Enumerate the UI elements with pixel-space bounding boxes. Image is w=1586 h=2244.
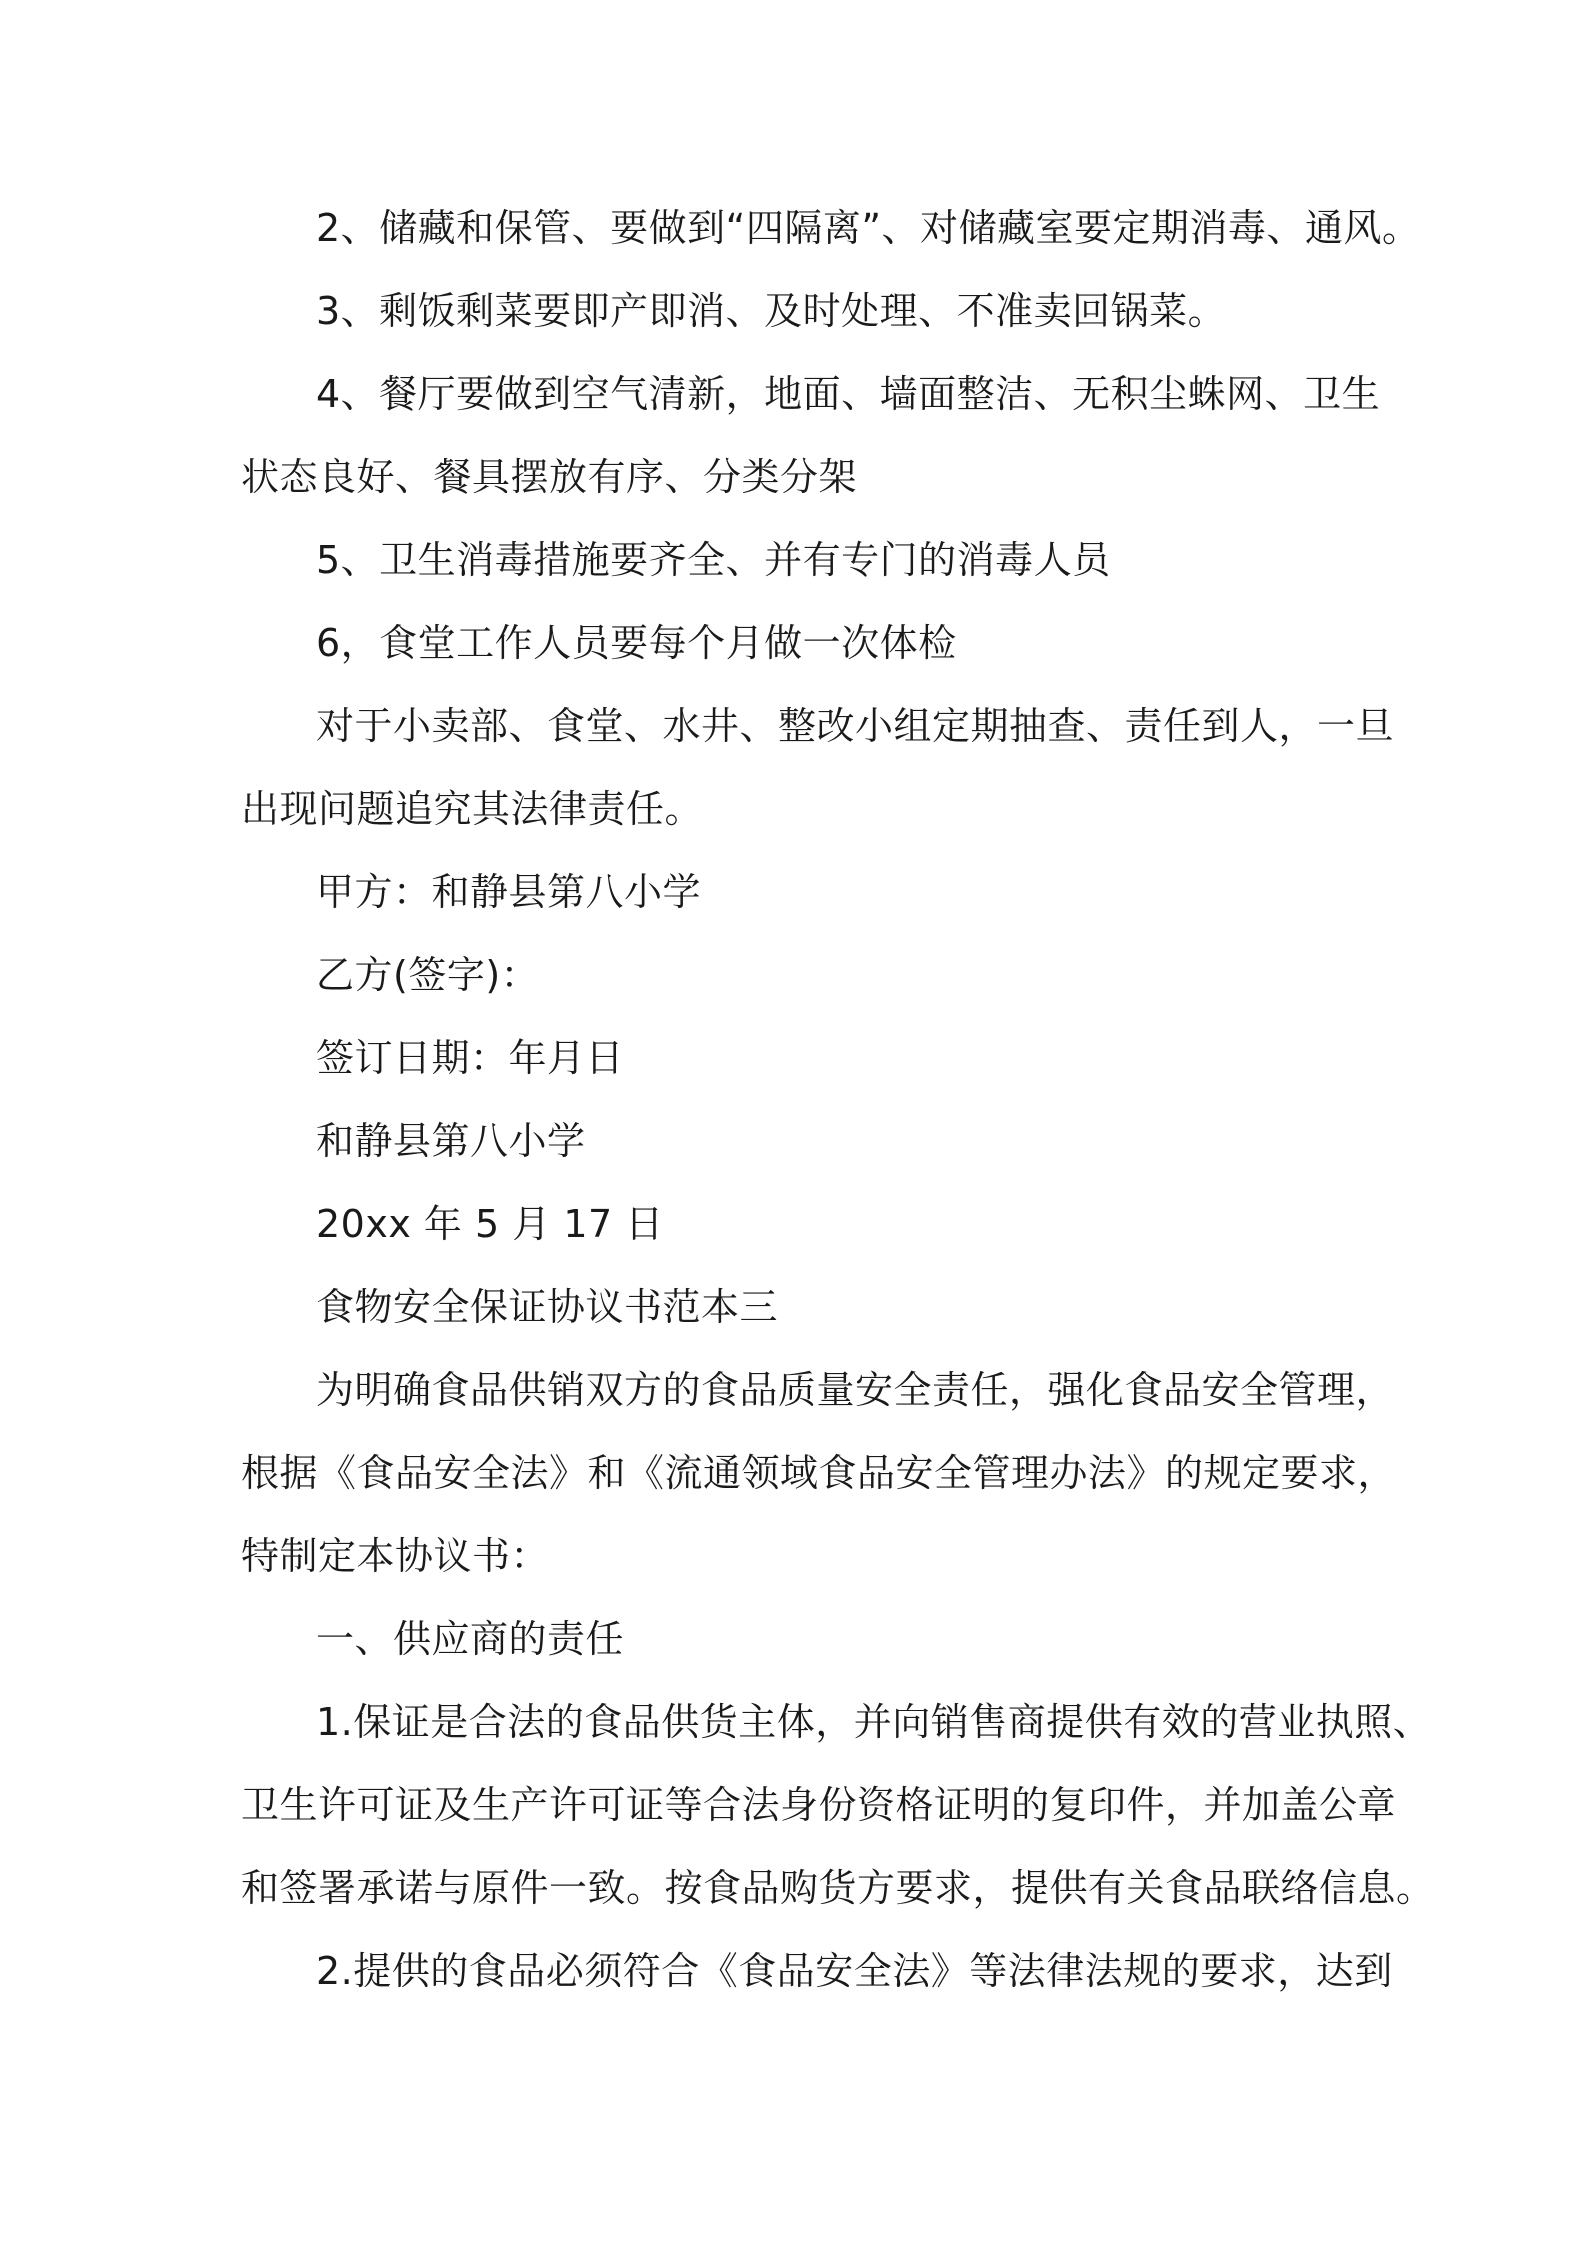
paragraph-line: 和签署承诺与原件一致。按食品购货方要求，提供有关食品联络信息。 (241, 1866, 1435, 1910)
section-heading: 一、供应商的责任 (316, 1617, 625, 1661)
signing-date-line: 签订日期：年月日 (316, 1036, 625, 1080)
paragraph-line: 卫生许可证及生产许可证等合法身份资格证明的复印件，并加盖公章 (241, 1783, 1397, 1827)
paragraph-line: 6，食堂工作人员要每个月做一次体检 (316, 621, 957, 665)
paragraph-line: 1.保证是合法的食品供货主体，并向销售商提供有效的营业执照、 (316, 1700, 1432, 1744)
paragraph-line: 4、餐厅要做到空气清新，地面、墙面整洁、无积尘蛛网、卫生 (316, 372, 1381, 416)
paragraph-line: 为明确食品供销双方的食品质量安全责任，强化食品安全管理， (316, 1368, 1395, 1412)
paragraph-line: 出现问题追究其法律责任。 (241, 787, 704, 831)
date-line: 20xx 年 5 月 17 日 (316, 1202, 664, 1246)
party-b-line: 乙方(签字)： (316, 953, 540, 997)
paragraph-line: 3、剩饭剩菜要即产即消、及时处理、不准卖回锅菜。 (316, 289, 1227, 333)
paragraph-line: 2、储藏和保管、要做到“四隔离”、对储藏室要定期消毒、通风。 (316, 206, 1421, 250)
paragraph-line: 根据《食品安全法》和《流通领域食品安全管理办法》的规定要求， (241, 1451, 1397, 1495)
paragraph-line: 状态良好、餐具摆放有序、分类分架 (241, 455, 858, 499)
signatory-line: 和静县第八小学 (316, 1119, 586, 1163)
paragraph-line: 对于小卖部、食堂、水井、整改小组定期抽查、责任到人，一旦 (316, 704, 1395, 748)
paragraph-line: 2.提供的食品必须符合《食品安全法》等法律法规的要求，达到 (316, 1949, 1393, 1993)
paragraph-line: 5、卫生消毒措施要齐全、并有专门的消毒人员 (316, 538, 1111, 582)
section-title: 食物安全保证协议书范本三 (316, 1285, 779, 1329)
paragraph-line: 特制定本协议书： (241, 1534, 550, 1578)
party-a-line: 甲方：和静县第八小学 (316, 870, 702, 914)
